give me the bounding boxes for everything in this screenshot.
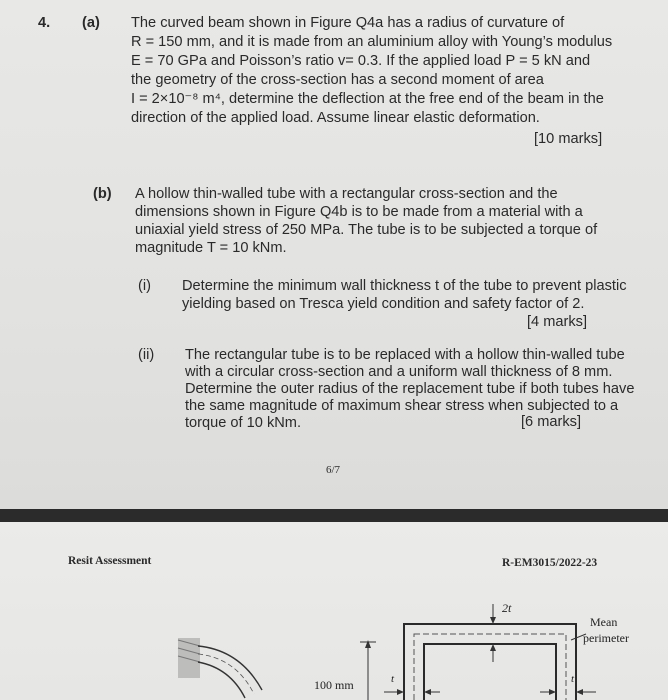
arrowhead bbox=[424, 689, 431, 695]
arrowhead bbox=[490, 617, 496, 624]
arrowhead bbox=[397, 689, 404, 695]
left-thickness-label: t bbox=[391, 673, 395, 685]
page-divider bbox=[0, 509, 668, 522]
part-b-line: A hollow thin-walled tube with a rectangular cross-section and the bbox=[135, 186, 558, 202]
sub-i-marks: [4 marks] bbox=[527, 314, 588, 330]
dimension-arrowhead bbox=[365, 640, 371, 648]
beam-outer-edge bbox=[198, 646, 262, 690]
sub-ii-line: the same magnitude of maximum shear stress when subjected to a bbox=[185, 398, 619, 414]
part-a-marks: [10 marks] bbox=[534, 131, 603, 147]
resit-header: Resit Assessment bbox=[68, 555, 152, 567]
part-b-line: magnitude T = 10 kNm. bbox=[135, 240, 287, 256]
part-a-line: The curved beam shown in Figure Q4a has a radius of curvature of bbox=[131, 15, 565, 31]
part-a-label: (a) bbox=[82, 15, 100, 31]
curved-beam-sketch bbox=[178, 638, 262, 698]
part-a-line: the geometry of the cross-section has a second moment of area bbox=[131, 72, 544, 88]
perimeter-label: perimeter bbox=[583, 631, 629, 645]
sub-ii-line: The rectangular tube is to be replaced with a hollow thin-walled tube bbox=[185, 347, 625, 363]
part-a-line: direction of the applied load. Assume linear elastic deformation. bbox=[131, 110, 540, 126]
sub-ii-marks: [6 marks] bbox=[521, 414, 582, 430]
sub-i-line: yielding based on Tresca yield condition and safety factor of 2. bbox=[182, 296, 585, 312]
right-thickness-label: t bbox=[571, 673, 575, 685]
sub-ii-line: Determine the outer radius of the replacement tube if both tubes have bbox=[185, 381, 635, 397]
mean-label: Mean bbox=[590, 615, 618, 629]
part-a-line: E = 70 GPa and Poisson’s ratio v= 0.3. If the applied load P = 5 kN and bbox=[131, 53, 591, 69]
dimension-label: 100 mm bbox=[314, 678, 354, 692]
arrowhead bbox=[576, 689, 583, 695]
part-a-line: R = 150 mm, and it is made from an aluminium alloy with Young’s modulus bbox=[131, 34, 613, 50]
tube-inner-wall bbox=[424, 644, 556, 700]
module-code-header: R-EM3015/2022-23 bbox=[502, 557, 598, 569]
question-number: 4. bbox=[38, 15, 51, 31]
top-thickness-label: 2t bbox=[502, 601, 512, 615]
sub-ii-label: (ii) bbox=[138, 347, 155, 363]
figure-q4b bbox=[0, 522, 668, 700]
beam-inner-edge bbox=[198, 662, 245, 698]
arrowhead bbox=[549, 689, 556, 695]
sub-ii-line: torque of 10 kNm. bbox=[185, 415, 301, 431]
part-a-line: I = 2×10⁻⁸ m⁴, determine the deflection at the free end of the beam in the bbox=[131, 91, 604, 107]
arrowhead bbox=[490, 644, 496, 651]
beam-fixed-support bbox=[178, 638, 200, 678]
sub-i-label: (i) bbox=[138, 278, 151, 294]
sub-ii-line: with a circular cross-section and a uniform wall thickness of 8 mm. bbox=[185, 364, 613, 380]
tube-outer-wall bbox=[404, 624, 576, 700]
part-b-label: (b) bbox=[93, 186, 112, 202]
exam-page-lower bbox=[0, 522, 668, 700]
sub-i-line: Determine the minimum wall thickness t of the tube to prevent plastic bbox=[182, 278, 627, 294]
part-b-line: uniaxial yield stress of 250 MPa. The tube is to be subjected a torque of bbox=[135, 222, 598, 238]
page-number: 6/7 bbox=[326, 464, 341, 476]
part-b-line: dimensions shown in Figure Q4b is to be made from a material with a bbox=[135, 204, 583, 220]
